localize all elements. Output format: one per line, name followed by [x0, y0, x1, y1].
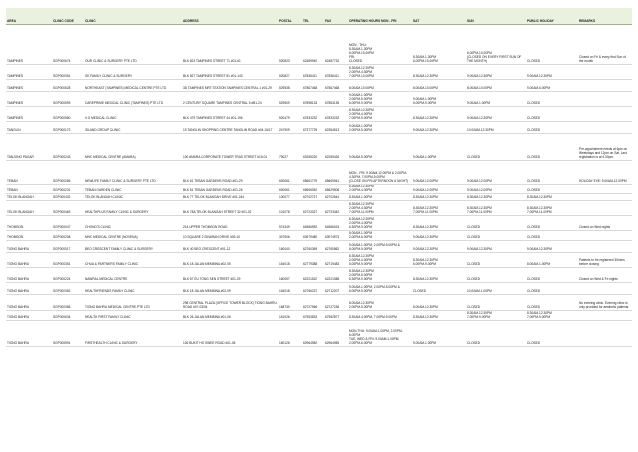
table-body [6, 25, 632, 347]
cell-remarks: Closed on Wed nights [578, 215, 632, 230]
cell-mon-fri: 8.30AM-12.30PM 2.00PM-4.30PM 7.00PM-10.00PM [348, 65, 412, 80]
table-row [6, 80, 632, 92]
cell-postal: 164018 [278, 252, 302, 267]
cell-sat: 9.00AM-12.30PM [412, 122, 466, 134]
cell-address: 19 TANGLIN SHOPPING CENTRE TANGLIN ROAD #04-16/17 [182, 122, 278, 134]
table-row [6, 215, 632, 230]
table-row [6, 310, 632, 320]
cell-area: TANJONG PAGAR [6, 134, 52, 161]
table-row [6, 320, 632, 346]
cell-public-holiday: CLOSED [526, 134, 578, 161]
cell-clinic-code: SGP000208 [52, 230, 84, 240]
cell-clinic-code: SGP000017 [52, 240, 84, 252]
cell-fax: 67833232 [324, 107, 348, 122]
cell-sun: CLOSED [466, 294, 526, 310]
cell-fax: 62354513 [324, 122, 348, 134]
cell-clinic: MHC MEDICAL CENTRE (AMARA) [84, 134, 182, 161]
cell-clinic: NEWLIFE FAMILY CLINIC & SURGERY PTE LTD [84, 161, 182, 185]
cell-mon-fri: 8.00AM-12.30PM 2.00PM-5.00PM [348, 294, 412, 310]
cell-sun: CLOSED [466, 267, 526, 282]
cell-address: BLK 479 TAMPINES STREET 44 #01-196 [182, 107, 278, 122]
cell-area: TELOK BLANGAH [6, 193, 52, 200]
cell-tel: 62727966 [302, 294, 324, 310]
cell-tel: 65696052 [302, 185, 324, 194]
cell-public-holiday: CLOSED [526, 294, 578, 310]
cell-public-holiday: CLOSED [526, 25, 578, 65]
cell-clinic-code: SGP000224 [52, 267, 84, 282]
cell-sun: 9.00AM-1.00PM [466, 92, 526, 107]
cell-area: TIONG BAHRU [6, 240, 52, 252]
cell-sun: CLOSED [466, 134, 526, 161]
cell-fax: 62221088 [324, 267, 348, 282]
cell-public-holiday: CLOSED [526, 185, 578, 194]
cell-tel: 62489940 [302, 25, 324, 65]
cell-clinic: NORTHEAST (TAMPINES) MEDICAL CENTRE PTE LTD [84, 80, 182, 92]
cell-public-holiday: 9.00AM-12.30PM [526, 65, 578, 80]
cell-remarks [578, 107, 632, 122]
cell-clinic: TIONG BAHRU MEDICAL CENTRE PTE LTD [84, 294, 182, 310]
header-fax: FAX [324, 8, 348, 25]
cell-clinic: HEALTHFRIENDS FAMILY CLINIC [84, 282, 182, 294]
cell-address: 2 CENTURY SQUARE TAMPINES CENTRAL 5 #B1-24 [182, 92, 278, 107]
cell-remarks [578, 240, 632, 252]
cell-clinic: HEALTHPLUS FAMILY CLINIC & SURGERY [84, 200, 182, 215]
cell-sun: 10.00AM-12.30PM [466, 122, 526, 134]
cell-sat: 8.30AM-12.30PM [412, 267, 466, 282]
cell-remarks [578, 200, 632, 215]
cell-mon-fri: 8.30AM-12.30PM 2.00PM-4.00PM [348, 185, 412, 194]
cell-clinic: SK FAMILY CLINIC & SURGERY [84, 65, 182, 80]
table-row [6, 193, 632, 200]
cell-fax: 62964983 [324, 320, 348, 346]
cell-tel: 64566952 [302, 215, 324, 230]
cell-postal: 247909 [278, 122, 302, 134]
header-address: ADDRESS [182, 8, 278, 25]
cell-sun: 9.00AM-12.00PM [466, 185, 526, 194]
cell-fax: 62719483 [324, 252, 348, 267]
cell-public-holiday: CLOSED [526, 230, 578, 240]
cell-sat: 8.30AM-12.30PM [412, 193, 466, 200]
cell-fax: 65669941 [324, 161, 348, 185]
table-row [6, 200, 632, 215]
cell-area: TAMPINES [6, 92, 52, 107]
cell-clinic-code: SGP000051 [52, 65, 84, 80]
cell-tel: 67898133 [302, 92, 324, 107]
cell-sat: 9.00AM-12.00PM [412, 161, 466, 185]
cell-sun: 10.00AM-1.00PM [466, 282, 526, 294]
cell-sat: 8.30AM-12.30PM [412, 215, 466, 230]
cell-remarks [578, 193, 632, 200]
cell-sat: 8.00AM-10.00PM [412, 80, 466, 92]
cell-public-holiday: CLOSED [526, 122, 578, 134]
cell-address: BLK 77 TELOK BLANGAH DRIVE #01-244 [182, 193, 278, 200]
cell-tel: 62702727 [302, 193, 324, 200]
cell-clinic-code: SGP000366 [52, 294, 84, 310]
cell-public-holiday: 8.30AM-12.30PM 7.00PM-11.00PM [526, 200, 578, 215]
cell-sat: 8.30AM-12.30PM 6.00PM-9.00PM [412, 252, 466, 267]
cell-public-holiday: 8.30AM-12.30PM 7.00PM-9.00PM [526, 310, 578, 320]
cell-sun: CLOSED [466, 320, 526, 346]
cell-sun: CLOSED [466, 230, 526, 240]
table-row [6, 161, 632, 185]
cell-clinic-code: SGP000591 [52, 320, 84, 346]
cell-tel: 65661779 [302, 161, 324, 185]
clinic-table [6, 8, 632, 347]
cell-postal: 101078 [278, 200, 302, 215]
cell-area: TELOK BLANGAH [6, 200, 52, 215]
cell-mon-fri: 8.00AM-10.00PM [348, 80, 412, 92]
cell-sun: 9.00AM-12.30PM [466, 240, 526, 252]
cell-public-holiday: 9.00AM-12.30PM [526, 240, 578, 252]
table-row [6, 134, 632, 161]
cell-postal: 160126 [278, 320, 302, 346]
cell-clinic-code: SGP000634 [52, 310, 84, 320]
cell-sun: 8.00AM-10.00PM [466, 80, 526, 92]
cell-sun: 8.30AM-12.30PM 7.00PM-11.00PM [466, 200, 526, 215]
table-row [6, 230, 632, 240]
cell-fax: 62259426 [324, 134, 348, 161]
cell-address: 298 CENTRAL PLAZA (OFFICE TOWER BLOCK) TIONG BAHRU ROAD #07-03/04 [182, 294, 278, 310]
cell-mon-fri: 8.30AM-12.30PM 2.00PM-4.00PM 6.30PM-9.00PM [348, 215, 412, 230]
cell-remarks: Patients to be registered 30mins before closing [578, 252, 632, 267]
cell-address: BLK 18 JALAN MEMBINA #02-09 [182, 282, 278, 294]
cell-address: 126 BUKIT HO SWEE ROAD #01-06 [182, 320, 278, 346]
cell-clinic: V.O MEDICAL CLINIC [84, 107, 182, 122]
cell-address: 100 AMARA CORPORATE TOWER TRAS STREET #15-01 [182, 134, 278, 161]
table-row [6, 65, 632, 80]
cell-fax: 64566024 [324, 215, 348, 230]
cell-tel: 62964982 [302, 320, 324, 346]
cell-mon-fri: 8.30AM-12.30PM 2.00PM-4.30PM 7.00PM-11.00PM [348, 200, 412, 215]
cell-sun: 9.00AM-12.30PM [466, 107, 526, 122]
cell-remarks [578, 230, 632, 240]
cell-address: BLK 823 TAMPINES STREET 71 #01-61 [182, 25, 278, 65]
cell-clinic-code: SGP000432 [52, 193, 84, 200]
cell-clinic: ISLAND GROUP CLINIC [84, 122, 182, 134]
cell-postal: 100077 [278, 193, 302, 200]
cell-address: BLK 18 JALAN MEMBINA #02-05 [182, 252, 278, 267]
cell-area: TIONG BAHRU [6, 294, 52, 310]
clinic-listing-sheet [6, 8, 632, 347]
cell-address: BLK 61 TEBAN GARDENS ROAD #01-26 [182, 185, 278, 194]
table-row [6, 92, 632, 107]
cell-remarks [578, 92, 632, 107]
cell-area: TAMPINES [6, 25, 52, 65]
cell-sat: 9.00AM-12.30PM [412, 230, 466, 240]
cell-sat: 9.00AM-12.30PM [412, 240, 466, 252]
cell-mon-fri: 8.30AM-1.00PM [348, 193, 412, 200]
cell-remarks: Closed on Wed & Fri nights [578, 267, 632, 282]
cell-address: 214 UPPER THOMSON ROAD [182, 215, 278, 230]
header-public-holiday: PUBLIC HOLIDAY [526, 8, 578, 25]
header-row [6, 8, 632, 25]
cell-area: TANGLIN [6, 122, 52, 134]
cell-address: BLK 78A TELOK BLANGAH STREET 32 #01-02 [182, 200, 278, 215]
cell-public-holiday: CLOSED [526, 215, 578, 230]
cell-clinic-code: SGP000172 [52, 122, 84, 134]
cell-remarks [578, 80, 632, 92]
cell-postal: 160057 [278, 267, 302, 282]
cell-sat: 8.00AM-12.30PM [412, 294, 466, 310]
cell-fax: 67867468 [324, 80, 348, 92]
cell-tel: 67836411 [302, 65, 324, 80]
cell-remarks: No evening clinic. Evening clinic is only provided for aesthetic patients. [578, 294, 632, 310]
cell-tel: 63255220 [302, 134, 324, 161]
cell-mon-fri: 8.30AM-12.30PM 2.00PM-4.00PM 7.00PM-9.00PM [348, 107, 412, 122]
cell-area: TAMPINES [6, 80, 52, 92]
cell-remarks [578, 185, 632, 194]
header-sun: SUN [466, 8, 526, 25]
header-tel: TEL [302, 8, 324, 25]
cell-clinic-code: SGP000599 [52, 92, 84, 107]
table-row [6, 252, 632, 267]
cell-tel: 62221522 [302, 267, 324, 282]
cell-clinic: CAREPRIME MEDICAL CLINIC (TAMPINES) PTE LTD [84, 92, 182, 107]
cell-area: TIONG BAHRU [6, 320, 52, 346]
cell-clinic-code: SGP000243 [52, 134, 84, 161]
cell-address: 3D TAMPINES MRT STATION TAMPINES CENTRAL 1 #01-29 [182, 80, 278, 92]
cell-public-holiday: CLOSED [526, 320, 578, 346]
cell-clinic: TEBAN GARDEN CLINIC [84, 185, 182, 194]
cell-postal: 520823 [278, 25, 302, 65]
cell-sat: CLOSED [412, 282, 466, 294]
cell-postal: 161026 [278, 310, 302, 320]
cell-mon-fri: 8.30AM-12.30PM 2.00PM-5.00PM 6.30PM-9.30PM [348, 267, 412, 282]
cell-sun: 6.00PM-10.00PM (CLOSED ON EVERY FIRST SUN OF THE MONTH) [466, 25, 526, 65]
cell-clinic: HEALTH FIRST FAMILY CLINIC [84, 310, 182, 320]
cell-public-holiday: CLOSED [526, 107, 578, 122]
cell-area: TIONG BAHRU [6, 310, 52, 320]
cell-remarks [578, 310, 632, 320]
cell-public-holiday: 9.00AM-6.00PM [526, 80, 578, 92]
cell-clinic: OUR CLINIC & SURGERY PTE LTD [84, 25, 182, 65]
cell-clinic-code: SGP000231 [52, 185, 84, 194]
cell-tel: 67833232 [302, 107, 324, 122]
cell-address: BLK 57 EU TONG SEN STREET #01-29 [182, 267, 278, 282]
cell-fax: 67863135 [324, 92, 348, 107]
cell-mon-fri: 8.30AM-4.00PM, 7.00PM-9.00PM [348, 310, 412, 320]
cell-postal: 168730 [278, 294, 302, 310]
cell-clinic-code: SGP000580 [52, 107, 84, 122]
cell-sat: 8.30AM-12.30PM [412, 107, 466, 122]
header-remarks: REMARKS [578, 8, 632, 25]
cell-sun: CLOSED [466, 215, 526, 230]
cell-mon-fri: MON-THU: 9.00AM-1.00PM, 2.00PM-6.00PM TUE, WED & FRI: 9.00AM-1.00PM, 2.00PM-6.00PM [348, 320, 412, 346]
cell-fax: 62702644 [324, 193, 348, 200]
header-mon-fri: OPERATING HOURS MON - FRI [348, 8, 412, 25]
cell-postal: 520479 [278, 107, 302, 122]
cell-public-holiday: CLOSED [526, 161, 578, 185]
table-row [6, 107, 632, 122]
cell-mon-fri: 9.00AM-1.00PM 2.00PM-5.00PM [348, 122, 412, 134]
cell-sat: 8.30AM-12.30PM [412, 65, 466, 80]
cell-remarks [578, 122, 632, 134]
table-row [6, 294, 632, 310]
cell-postal: 307506 [278, 230, 302, 240]
cell-sun: 9.00AM-12.30PM [466, 65, 526, 80]
cell-clinic: BEO CRESCENT FAMILY CLINIC & SURGERY [84, 240, 182, 252]
cell-fax: 67952877 [324, 310, 348, 320]
cell-clinic-code: SGP000674 [52, 25, 84, 65]
cell-fax: 63974973 [324, 230, 348, 240]
table-row [6, 267, 632, 282]
cell-postal: 520827 [278, 65, 302, 80]
cell-tel: 62760369 [302, 240, 324, 252]
cell-area: THOMSON [6, 230, 52, 240]
cell-clinic: CHONG'S CLINIC [84, 215, 182, 230]
cell-area: TAMPINES [6, 107, 52, 122]
cell-sat: 9.00AM-1.00PM [412, 134, 466, 161]
cell-mon-fri: 9.00AM-1.00PM, 2.00PM-5.00PM & 6.00PM-9.00PM [348, 282, 412, 294]
cell-tel: 62723327 [302, 200, 324, 215]
cell-sat: 8.30AM-12.30PM 7.00PM-11.00PM [412, 200, 466, 215]
cell-address: BLK 26 JALAN MEMBINA #01-06 [182, 310, 278, 320]
cell-tel: 62766237 [302, 282, 324, 294]
cell-public-holiday: CLOSED [526, 282, 578, 294]
cell-mon-fri: MON - THU: 8.30AM-1.30PM 6.00PM-10.00PM FRI: CLOSED [348, 25, 412, 65]
header-area: AREA [6, 8, 52, 25]
cell-area: TIONG BAHRU [6, 282, 52, 294]
cell-remarks [578, 320, 632, 346]
cell-fax: 62712207 [324, 282, 348, 294]
table-row [6, 25, 632, 65]
cell-public-holiday: CLOSED [526, 92, 578, 107]
cell-tel: 62779388 [302, 252, 324, 267]
cell-remarks [578, 65, 632, 80]
cell-area: TIONG BAHRU [6, 267, 52, 282]
cell-clinic-code: SGP000047 [52, 215, 84, 230]
cell-tel: 67377729 [302, 122, 324, 134]
cell-clinic: MHC MEDICAL CENTRE (NOVENA) [84, 230, 182, 240]
cell-postal: 600061 [278, 185, 302, 194]
cell-postal: 574349 [278, 215, 302, 230]
cell-mon-fri: 9.00AM-1.00PM 2.00PM-6.00PM [348, 230, 412, 240]
cell-mon-fri: 9.00AM-5.00PM [348, 134, 412, 161]
cell-tel: 67867468 [302, 80, 324, 92]
cell-mon-fri: 8.30AM-12.30PM 2.00PM-4.30PM 6.00PM-9.00PM [348, 252, 412, 267]
cell-remarks [578, 282, 632, 294]
cell-public-holiday: 8.30AM-12.30PM [526, 193, 578, 200]
cell-address: BLK 61 TEBAN GARDENS ROAD #01-29 [182, 161, 278, 185]
cell-address: BLK 827 TAMPINES STREET 81 #01-143 [182, 65, 278, 80]
cell-clinic: FIRSTHEALTH CLINIC & SURGERY [84, 320, 182, 346]
cell-tel: 63979480 [302, 230, 324, 240]
cell-postal: 529509 [278, 92, 302, 107]
cell-clinic-code: SGP000266 [52, 161, 84, 185]
header-sat: SAT [412, 8, 466, 25]
cell-sat: 9.00AM-1.00PM 6.00PM-9.00PM [412, 92, 466, 107]
cell-area: TEBAN [6, 161, 52, 185]
cell-area: TAMPINES [6, 65, 52, 80]
cell-remarks: Closed on Fri & every first Sun of the month [578, 25, 632, 65]
cell-sun: 8.30AM-12.30PM 7.00PM-9.00PM [466, 310, 526, 320]
cell-public-holiday: 8.00AM-1.00PM [526, 252, 578, 267]
cell-area: THOMSON [6, 215, 52, 230]
cell-clinic: NAWRAL MEDICAL CENTRE [84, 267, 182, 282]
cell-mon-fri: 9.00AM-1.00PM 2.00PM-5.00PM 6.00PM-9.00PM [348, 92, 412, 107]
cell-fax: 62487732 [324, 25, 348, 65]
cell-sat: 8.30AM-12.30PM [412, 310, 466, 320]
cell-public-holiday: CLOSED [526, 267, 578, 282]
cell-sat: 8.30AM-1.30PM 6.00PM-10.00PM [412, 25, 466, 65]
cell-remarks: Pre-appointment needs at 6pm on Weekdays and 12pm on Sat. Last registration is at 4.30pm. [578, 134, 632, 161]
cell-fax: 62727236 [324, 294, 348, 310]
cell-postal: 79027 [278, 134, 302, 161]
cell-area: TIONG BAHRU [6, 252, 52, 267]
table-row [6, 282, 632, 294]
cell-fax: 62760862 [324, 240, 348, 252]
cell-sun: 8.30AM-12.30PM [466, 193, 526, 200]
cell-address: BLK 40 BEO CRESCENT #01-12 [182, 240, 278, 252]
cell-fax: 65629506 [324, 185, 348, 194]
header-clinic: CLINIC [84, 8, 182, 25]
table-row [6, 240, 632, 252]
table-row [6, 122, 632, 134]
cell-postal: 600061 [278, 161, 302, 185]
cell-fax: 67836411 [324, 65, 348, 80]
cell-postal: 164018 [278, 282, 302, 294]
cell-postal: 160040 [278, 240, 302, 252]
cell-sun: CLOSED [466, 252, 526, 267]
cell-mon-fri: MON - FRI: 9.00AM-12.00PM & 2.00PM-4.30PM, 7.00PM-9.00PM (CLOSE ON FRI AFTERNOON & NIGHT) [348, 161, 412, 185]
cell-clinic-code: SGP000528 [52, 80, 84, 92]
cell-postal: 529538 [278, 80, 302, 92]
cell-clinic-code: SGP000352 [52, 282, 84, 294]
cell-sat: 9.00AM-1.00PM [412, 320, 466, 346]
cell-area: TEBAN [6, 185, 52, 194]
cell-clinic-code: SGP000351 [52, 252, 84, 267]
cell-clinic: CHUA & PARTNERS FAMILY CLINIC [84, 252, 182, 267]
header-clinic-code: CLINIC CODE [52, 8, 84, 25]
cell-fax: 62723342 [324, 200, 348, 215]
cell-mon-fri: 9.00AM-1.00PM, 2.00PM-5.00PM & 6.00PM-9.00PM [348, 240, 412, 252]
table-row [6, 185, 632, 194]
cell-clinic-code: SGP000463 [52, 200, 84, 215]
cell-address: 10 SQUARE 2 SINARAN DRIVE #09-10 [182, 230, 278, 240]
header-postal: POSTAL [278, 8, 302, 25]
cell-sat: 9.00AM-12.00PM [412, 185, 466, 194]
cell-tel: 67953833 [302, 310, 324, 320]
cell-sun: 9.00AM-12.00PM [466, 161, 526, 185]
cell-remarks: HOLIDAY EVE: 9.00AM-12.00PM [578, 161, 632, 185]
cell-clinic: TELOK BLANGAH CLINIC [84, 193, 182, 200]
